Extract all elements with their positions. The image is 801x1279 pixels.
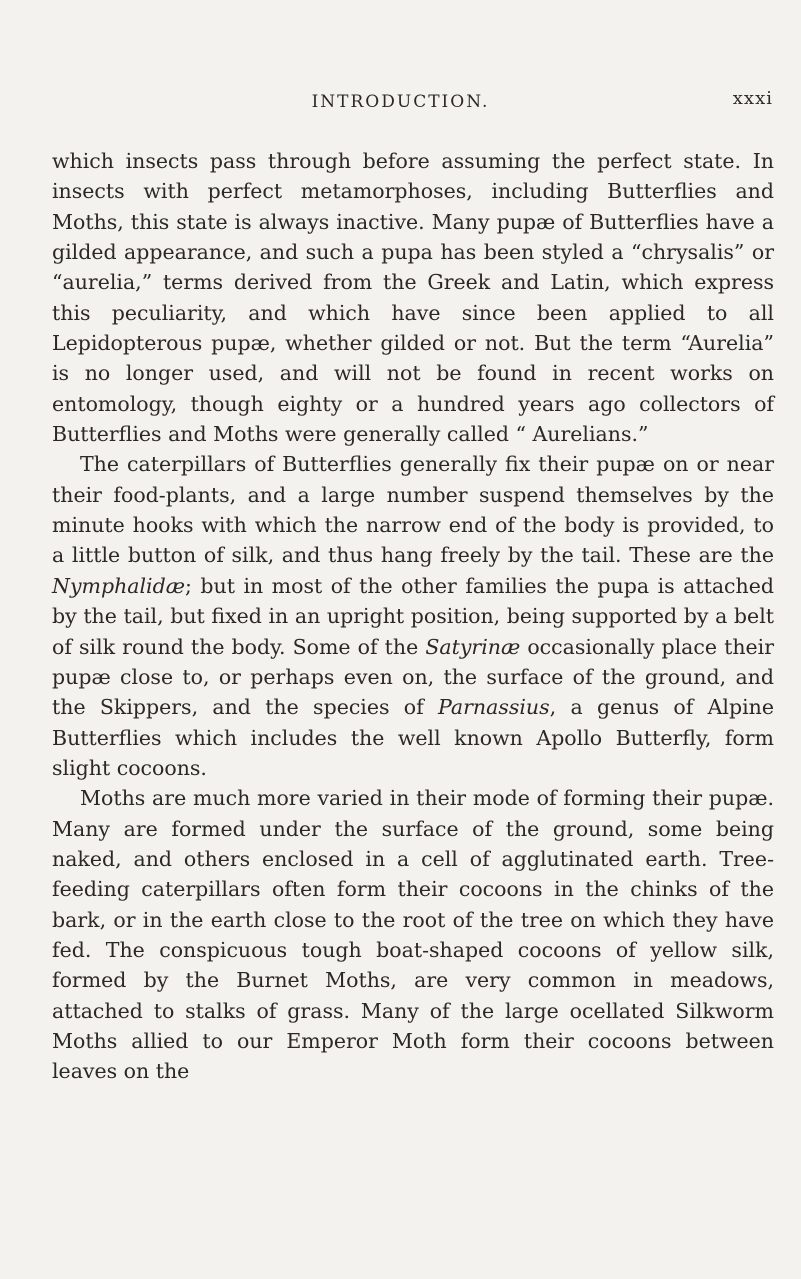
running-title: INTRODUCTION. <box>311 92 490 112</box>
text-segment: , a genus of Alpine Butterflies which includes the well known Apollo Butterfly, form slight cocoons. <box>52 695 775 780</box>
running-head <box>0 88 801 118</box>
text-segment: The caterpillars of Butterflies generally fix their pupæ on or near their food-plants, and a large number suspend themselves by the minute hooks with which the narrow end of the body is provided, to a little button of silk, and thus hang freely by the tail. These are the <box>52 452 774 568</box>
body-text <box>52 146 774 1087</box>
italic-taxon-parnassius: Parnassius <box>438 695 550 720</box>
text-segment: ; but in most of the other families the pupa is attached by the tail, but fixed in an upright position, being supported by a belt of silk round the body. Some of the <box>52 573 774 659</box>
paragraph-butterfly-pupae <box>52 449 774 783</box>
page-number: xxxi <box>732 88 773 109</box>
text-segment: occasionally place their pupæ close to, or perhaps even on, the surface of the ground, and the Skippers, and the species of <box>52 634 775 720</box>
italic-taxon-nymphalidae: Nymphalidæ <box>52 573 186 598</box>
text-segment: Moths are much more varied in their mode of forming their pupæ. Many are formed under the surface of the ground, some being naked, and others enclosed in a cell of agglutinated earth. Tree-feeding caterpillars often form their cocoons in the chinks of the bark, or in the earth close to the root of the tree on which they have fed. The conspicuous tough boat-shaped cocoons of yellow silk, formed by the Burnet Moths, are very common in meadows, attached to stalks of grass. Many of the large ocellated Silkworm Moths allied to our Emperor Moth form their cocoons between leaves on the <box>52 786 774 1084</box>
text-segment: which insects pass through before assuming the perfect state. In insects with perfect metamorphoses, including Butterflies and Moths, this state is always inactive. Many pupæ of Butterflies have a gilded appearance, and such a pupa has been styled a “chrysalis” or “aurelia,” terms derived from the Greek and Latin, which express this peculiarity, and which have since been applied to all Lepidopterous pupæ, whether gilded or not. But the term “Aurelia” is no longer used, and will not be found in recent works on entomology, though eighty or a hundred years ago collectors of Butterflies and Moths were generally called “ Aurelians.” <box>52 149 774 447</box>
paragraph-moth-pupae <box>52 783 774 1086</box>
italic-taxon-satyrinae: Satyrinæ <box>425 634 521 659</box>
paragraph-continuation <box>52 146 774 449</box>
